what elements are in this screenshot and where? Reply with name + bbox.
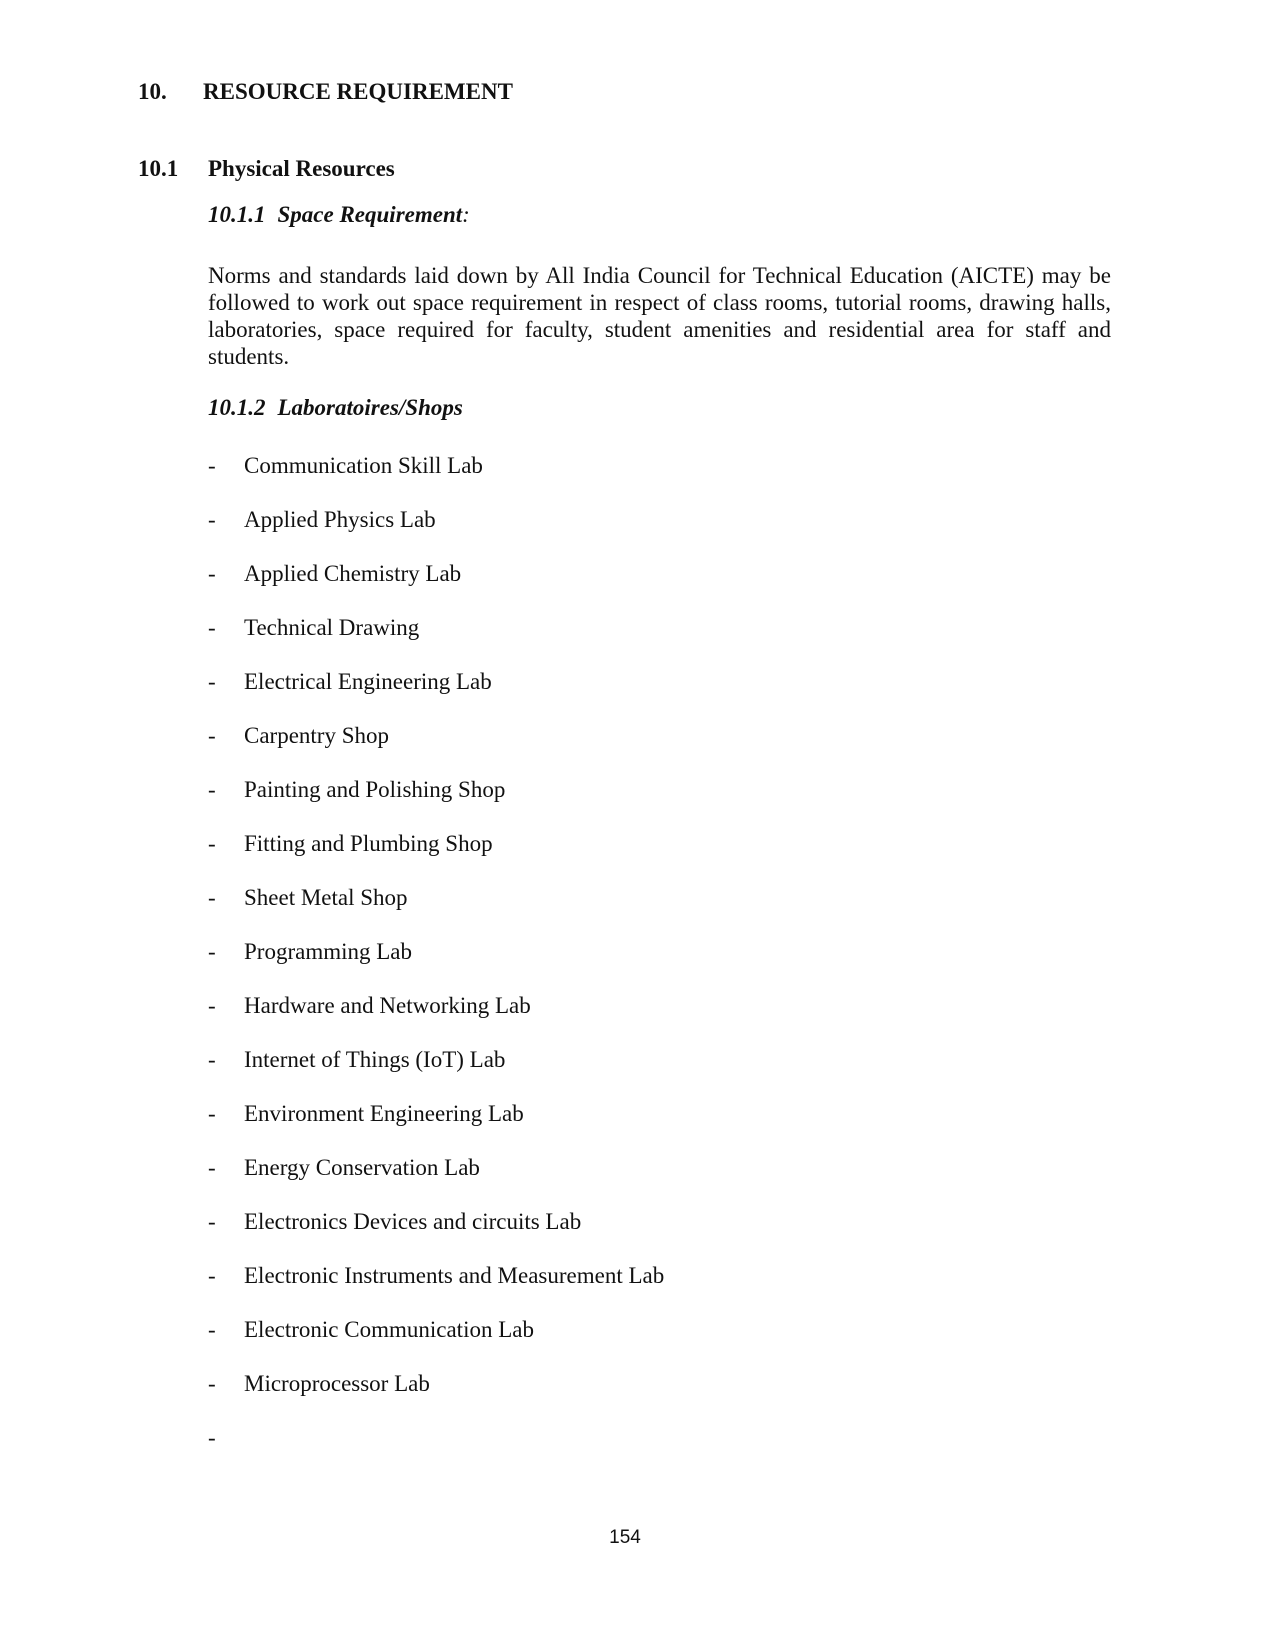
list-item bbox=[208, 667, 664, 721]
list-item-label: Energy Conservation Lab bbox=[244, 1155, 480, 1180]
list-bullet: - bbox=[208, 1155, 216, 1180]
list-item bbox=[208, 829, 664, 883]
space-requirement-heading bbox=[208, 200, 470, 230]
space-requirement-paragraph: Norms and standards laid down by All India Council for Technical Education (AICTE) may be followed to work out space requirement in respect of class rooms, tutorial rooms, drawing halls, laboratories, space required for faculty, student amenities and residential area for staff and students. bbox=[208, 263, 1111, 369]
list-bullet: - bbox=[208, 723, 216, 748]
list-bullet: - bbox=[208, 777, 216, 802]
labs-list bbox=[208, 451, 664, 1477]
list-bullet: - bbox=[208, 1371, 216, 1396]
subsection-title: Physical Resources bbox=[208, 156, 395, 181]
list-item-label: Painting and Polishing Shop bbox=[244, 777, 506, 802]
list-item bbox=[208, 1207, 664, 1261]
list-bullet: - bbox=[208, 453, 216, 478]
list-bullet: - bbox=[208, 1101, 216, 1126]
list-item bbox=[208, 775, 664, 829]
list-item bbox=[208, 559, 664, 613]
list-item-label: Hardware and Networking Lab bbox=[244, 993, 531, 1018]
list-bullet: - bbox=[208, 615, 216, 640]
space-requirement-number: 10.1.1 bbox=[208, 202, 266, 227]
list-item-label: Sheet Metal Shop bbox=[244, 885, 408, 910]
list-item-label: Fitting and Plumbing Shop bbox=[244, 831, 493, 856]
subsection-number: 10.1 bbox=[138, 156, 179, 181]
list-item bbox=[208, 1261, 664, 1315]
space-requirement-title: Space Requirement bbox=[277, 202, 463, 227]
list-bullet: - bbox=[208, 1425, 216, 1450]
list-item bbox=[208, 1099, 664, 1153]
list-item-label: Environment Engineering Lab bbox=[244, 1101, 524, 1126]
list-item bbox=[208, 613, 664, 667]
list-bullet: - bbox=[208, 993, 216, 1018]
list-bullet: - bbox=[208, 939, 216, 964]
list-bullet: - bbox=[208, 885, 216, 910]
section-number: 10. bbox=[138, 79, 167, 104]
list-item bbox=[208, 721, 664, 775]
list-bullet: - bbox=[208, 1317, 216, 1342]
list-item bbox=[208, 991, 664, 1045]
space-requirement-colon: : bbox=[462, 202, 470, 227]
labs-title: Laboratoires/Shops bbox=[277, 395, 463, 420]
list-item bbox=[208, 505, 664, 559]
list-item-label: Internet of Things (IoT) Lab bbox=[244, 1047, 506, 1072]
list-bullet: - bbox=[208, 1209, 216, 1234]
list-item bbox=[208, 1153, 664, 1207]
labs-heading bbox=[208, 393, 463, 423]
list-bullet: - bbox=[208, 831, 216, 856]
list-item bbox=[208, 451, 664, 505]
list-item bbox=[208, 937, 664, 991]
list-item bbox=[208, 1315, 664, 1369]
list-item-label: Microprocessor Lab bbox=[244, 1371, 430, 1396]
list-item-label: Carpentry Shop bbox=[244, 723, 390, 748]
list-item-label: Programming Lab bbox=[244, 939, 412, 964]
subsection-heading bbox=[138, 154, 395, 184]
list-item-label: Applied Chemistry Lab bbox=[244, 561, 462, 586]
list-item bbox=[208, 883, 664, 937]
list-item-label: Technical Drawing bbox=[244, 615, 420, 640]
section-title: RESOURCE REQUIREMENT bbox=[203, 79, 513, 104]
list-item-label: Electrical Engineering Lab bbox=[244, 669, 492, 694]
page-number: 154 bbox=[609, 1527, 641, 1548]
list-item-label: Communication Skill Lab bbox=[244, 453, 483, 478]
list-bullet: - bbox=[208, 1047, 216, 1072]
list-item bbox=[208, 1369, 664, 1423]
list-item-label: Electronics Devices and circuits Lab bbox=[244, 1209, 582, 1234]
list-bullet: - bbox=[208, 561, 216, 586]
section-heading bbox=[138, 77, 513, 107]
list-item-label: Electronic Instruments and Measurement Lab bbox=[244, 1263, 665, 1288]
labs-number: 10.1.2 bbox=[208, 395, 266, 420]
list-bullet: - bbox=[208, 669, 216, 694]
list-item-label: Electronic Communication Lab bbox=[244, 1317, 534, 1342]
list-bullet: - bbox=[208, 1263, 216, 1288]
list-bullet: - bbox=[208, 507, 216, 532]
list-item bbox=[208, 1423, 664, 1477]
list-item bbox=[208, 1045, 664, 1099]
list-item-label: Applied Physics Lab bbox=[244, 507, 436, 532]
